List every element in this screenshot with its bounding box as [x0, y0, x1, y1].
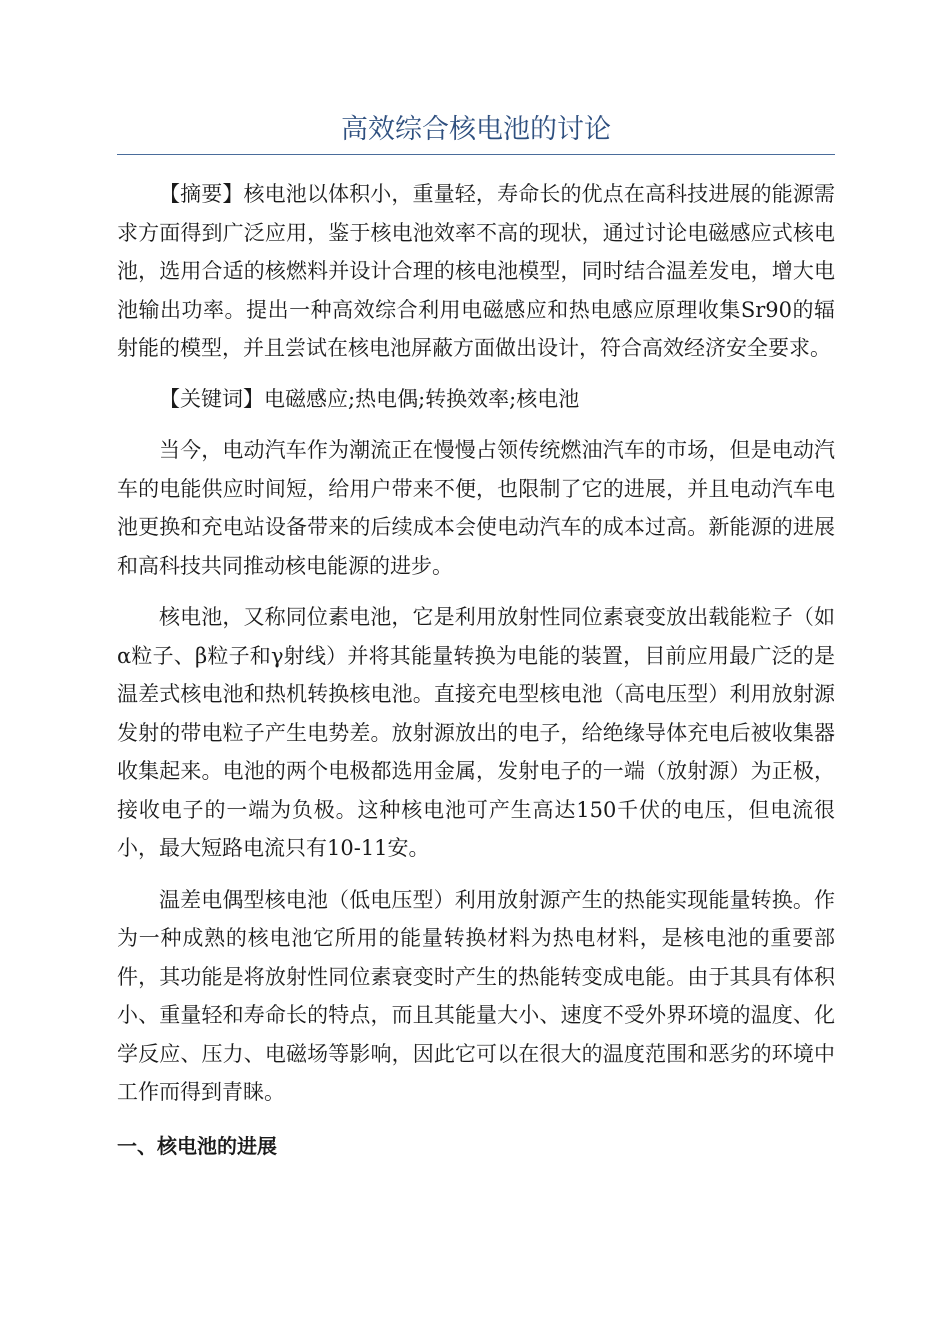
- abstract-paragraph: 【摘要】核电池以体积小，重量轻，寿命长的优点在高科技进展的能源需求方面得到广泛应用，鉴于核电池效率不高的现状，通过讨论电磁感应式核电池，选用合适的核燃料并设计合理的核电池模型，同时结合温差发电，增大电池输出功率。提出一种高效综合利用电磁感应和热电感应原理收集Sr90的辐射能的模型，并且尝试在核电池屏蔽方面做出设计，符合高效经济安全要求。: [117, 182, 835, 360]
- keywords-line: 【关键词】电磁感应;热电偶;转换效率;核电池: [159, 386, 580, 411]
- body-paragraph: 温差电偶型核电池（低电压型）利用放射源产生的热能实现能量转换。作为一种成熟的核电池它所用的能量转换材料为热电材料，是核电池的重要部件，其功能是将放射性同位素衰变时产生的热能转变成电能。由于其具有体积小、重量轻和寿命长的特点，而且其能量大小、速度不受外界环境的温度、化学反应、压力、电磁场等影响，因此它可以在很大的温度范围和恶劣的环境中工作而得到青睐。: [117, 887, 835, 1104]
- section-heading: 一、核电池的进展: [117, 1133, 277, 1158]
- document-page: [117, 110, 835, 1165]
- title-underline: [117, 154, 835, 155]
- body-paragraph: 核电池，又称同位素电池，它是利用放射性同位素衰变放出载能粒子（如α粒子、β粒子和γ射线）并将其能量转换为电能的装置，目前应用最广泛的是温差式核电池和热机转换核电池。直接充电型核电池（高电压型）利用放射源发射的带电粒子产生电势差。放射源放出的电子，给绝缘导体充电后被收集器收集起来。电池的两个电极都选用金属，发射电子的一端（放射源）为正极，接收电子的一端为负极。这种核电池可产生高达150千伏的电压，但电流很小，最大短路电流只有10-11安。: [117, 605, 835, 860]
- body-paragraph: 当今，电动汽车作为潮流正在慢慢占领传统燃油汽车的市场，但是电动汽车的电能供应时间短，给用户带来不便，也限制了它的进展，并且电动汽车电池更换和充电站设备带来的后续成本会使电动汽车的成本过高。新能源的进展和高科技共同推动核电能源的进步。: [117, 438, 835, 578]
- document-title: 高效综合核电池的讨论: [341, 114, 611, 145]
